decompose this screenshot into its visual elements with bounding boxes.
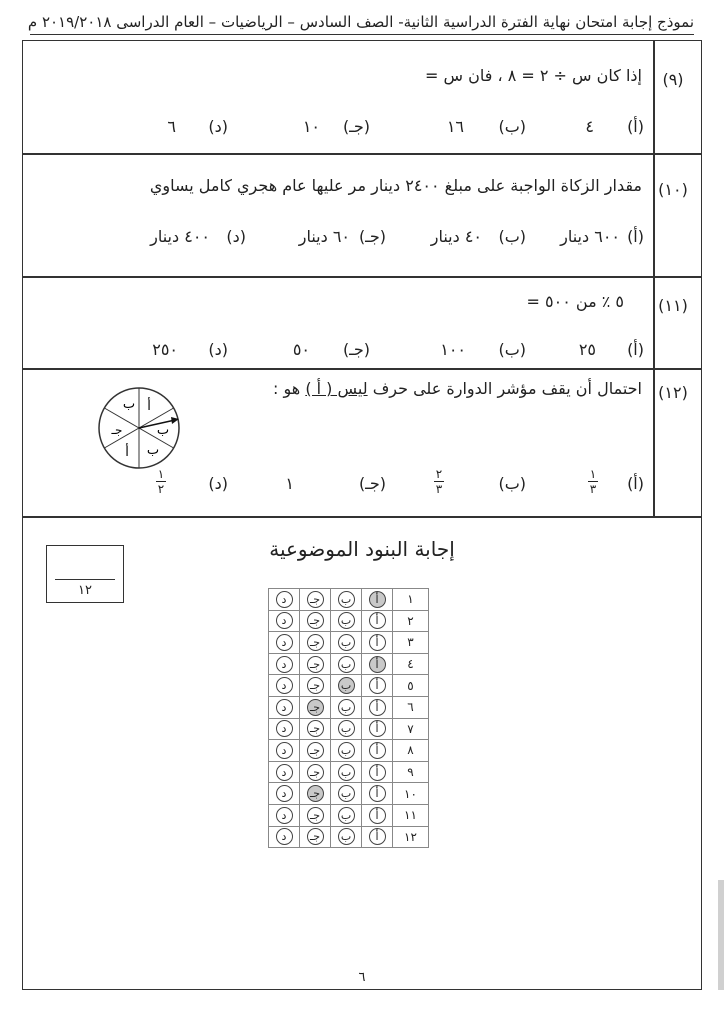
answer-row-number: ٩ [393,761,429,783]
answer-bubble: ب [338,720,355,737]
answer-cell [331,653,362,675]
answer-bubble: د [276,742,293,759]
answer-grid [268,588,429,848]
answer-bubble: أ [369,634,386,651]
answer-bubble: د [276,612,293,629]
q9-opt-c-value: ١٠ [302,117,320,136]
q12-opt-d-denominator: ٢ [157,482,165,496]
score-value: ١٢ [78,583,92,598]
answer-cell [300,610,331,632]
q11-opt-b-label: (ب) [498,340,526,359]
q11-opt-c-label: (جـ) [342,340,370,359]
answer-cell [269,718,300,740]
q12-text-underlined: ليس ( أ ) [305,379,368,398]
q9-number: (٩) [662,70,684,89]
answer-bubble: د [276,720,293,737]
answer-bubble: جـ [307,677,324,694]
answer-row-number: ١١ [393,804,429,826]
q10-opt-a-label: (أ) [627,227,644,246]
answer-cell [269,826,300,848]
answer-cell [300,718,331,740]
q12-text-before: احتمال أن يقف مؤشر الدوارة على حرف [372,379,642,398]
answer-bubble: جـ [307,764,324,781]
q12-opt-b-denominator: ٣ [435,482,443,496]
answer-cell [362,804,393,826]
answer-cell [331,826,362,848]
q12-opt-d-numerator: ١ [157,467,165,481]
q10-text: مقدار الزكاة الواجبة على مبلغ ٢٤٠٠ دينار مر عليها عام هجري كامل يساوي [149,176,642,195]
spinner-sector-label: ب [156,423,170,438]
answer-row [269,783,429,805]
answer-cell [331,675,362,697]
q12-opt-b-label: (ب) [498,474,526,493]
answer-bubble: ب [338,828,355,845]
q11-opt-c-value: ٥٠ [292,340,310,359]
answer-cell [269,610,300,632]
answer-bubble: جـ [307,591,324,608]
answer-cell [300,761,331,783]
q10-number: (١٠) [658,180,688,199]
answer-bubble: جـ [307,828,324,845]
answer-bubble: ب [338,699,355,716]
answer-cell [269,675,300,697]
q9-opt-a-label: (أ) [627,117,644,136]
q10-opt-a-value: ٦٠٠ دينار [560,227,620,246]
answer-row [269,610,429,632]
answer-cell [300,653,331,675]
answer-cell [362,589,393,611]
answer-cell [300,589,331,611]
answer-bubble: د [276,677,293,694]
answer-bubble: ب [338,612,355,629]
q10-opt-d-label: (د) [226,227,246,246]
answer-cell [269,653,300,675]
q12-opt-b-numerator: ٢ [435,467,443,481]
q10-opt-b-value: ٤٠ دينار [430,227,482,246]
answer-cell [269,740,300,762]
divider-q10 [22,276,702,278]
q10-opt-c-value: ٦٠ دينار [298,227,350,246]
q11-opt-b-value: ١٠٠ [440,340,466,359]
answer-row [269,718,429,740]
answer-bubble: أ [369,720,386,737]
spinner-sector-label: أ [147,399,151,414]
answer-bubble: جـ [307,807,324,824]
answer-bubble-filled: أ [369,656,386,673]
divider-q11 [22,368,702,370]
answer-bubble: ب [338,591,355,608]
answer-bubble: أ [369,699,386,716]
q9-opt-d-label: (د) [208,117,228,136]
answer-cell [269,589,300,611]
answer-bubble: د [276,699,293,716]
q9-opt-a-value: ٤ [585,117,594,136]
answer-row [269,653,429,675]
answer-row [269,589,429,611]
answer-bubble: أ [369,677,386,694]
q12-opt-a-value [588,468,598,495]
scan-edge [718,880,724,990]
page-header: نموذج إجابة امتحان نهاية الفترة الدراسية الثانية- الصف السادس – الرياضيات – العام الدراسى ٢٠١٩/٢٠١٨ م [30,13,694,35]
q12-text-after: هو : [273,379,301,398]
answer-key-title: إجابة البنود الموضوعية [269,537,455,561]
answer-bubble: د [276,591,293,608]
spinner-sector-label: جـ [111,423,123,437]
answer-cell [362,610,393,632]
answer-bubble: أ [369,764,386,781]
q11-number: (١١) [658,296,688,315]
spinner-diagram [95,384,183,472]
q12-opt-c-label: (جـ) [358,474,386,493]
answer-cell [331,696,362,718]
answer-row [269,696,429,718]
spinner-sector-label: ب [146,443,160,458]
q9-opt-b-value: ١٦ [446,117,464,136]
answer-cell [362,675,393,697]
answer-row-number: ١ [393,589,429,611]
score-box [46,545,124,603]
answer-cell [269,783,300,805]
answer-bubble: أ [369,612,386,629]
answer-bubble: ب [338,764,355,781]
answer-cell [269,632,300,654]
answer-cell [300,696,331,718]
answer-cell [269,804,300,826]
answer-cell [300,740,331,762]
answer-row [269,761,429,783]
q11-opt-a-value: ٢٥ [578,340,596,359]
divider-q9 [22,153,702,155]
answer-row-number: ٣ [393,632,429,654]
q9-opt-d-value: ٦ [167,117,176,136]
answer-cell [331,589,362,611]
answer-cell [362,696,393,718]
answer-cell [331,804,362,826]
answer-cell [300,804,331,826]
answer-bubble: د [276,785,293,802]
answer-row [269,740,429,762]
answer-bubble: ب [338,807,355,824]
q12-opt-a-denominator: ٣ [589,482,597,496]
q10-opt-b-label: (ب) [498,227,526,246]
answer-cell [331,783,362,805]
answer-cell [300,826,331,848]
q10-opt-d-value: ٤٠٠ دينار [150,227,210,246]
answer-bubble-filled: جـ [307,785,324,802]
answer-row-number: ٥ [393,675,429,697]
q9-opt-b-label: (ب) [498,117,526,136]
answer-bubble: د [276,764,293,781]
q9-opt-c-label: (جـ) [342,117,370,136]
divider-q12 [22,516,702,518]
answer-cell [362,740,393,762]
answer-bubble: د [276,807,293,824]
answer-bubble-filled: أ [369,591,386,608]
q11-opt-d-value: ٢٥٠ [152,340,178,359]
answer-cell [331,761,362,783]
answer-bubble: ب [338,742,355,759]
answer-cell [362,783,393,805]
answer-bubble: جـ [307,742,324,759]
answer-cell [269,761,300,783]
answer-row [269,675,429,697]
answer-cell [362,761,393,783]
answer-bubble: د [276,634,293,651]
q9-text: إذا كان س ÷ ٢ = ٨ ، فان س = [424,66,642,85]
answer-row-number: ٧ [393,718,429,740]
answer-row-number: ٨ [393,740,429,762]
answer-cell [362,632,393,654]
answer-bubble: أ [369,807,386,824]
answer-row-number: ١٠ [393,783,429,805]
answer-row-number: ٦ [393,696,429,718]
q12-text [273,379,642,398]
q11-opt-d-label: (د) [208,340,228,359]
answer-bubble: د [276,656,293,673]
answer-bubble: جـ [307,656,324,673]
answer-bubble: جـ [307,612,324,629]
q12-opt-b-value [434,468,444,495]
answer-cell [331,632,362,654]
answer-row [269,826,429,848]
answer-bubble: أ [369,742,386,759]
answer-cell [331,740,362,762]
answer-cell [331,610,362,632]
answer-bubble: جـ [307,720,324,737]
answer-row-number: ١٢ [393,826,429,848]
answer-bubble-filled: جـ [307,699,324,716]
answer-bubble: ب [338,656,355,673]
answer-cell [269,696,300,718]
q12-opt-a-numerator: ١ [589,467,597,481]
q12-number: (١٢) [658,383,688,402]
q12-opt-d-label: (د) [208,474,228,493]
answer-cell [331,718,362,740]
answer-row [269,632,429,654]
answer-cell [300,632,331,654]
number-column-divider [653,40,655,517]
q12-opt-a-label: (أ) [627,474,644,493]
answer-bubble: جـ [307,634,324,651]
answer-cell [300,675,331,697]
q12-opt-d-value [156,468,166,495]
answer-bubble: أ [369,828,386,845]
spinner-sector-label: أ [125,445,129,460]
answer-bubble: د [276,828,293,845]
answer-bubble: ب [338,634,355,651]
q12-opt-c-value: ١ [285,474,294,493]
answer-bubble-filled: ب [338,677,355,694]
answer-cell [300,783,331,805]
answer-row-number: ٢ [393,610,429,632]
answer-bubble: ب [338,785,355,802]
answer-cell [362,653,393,675]
answer-cell [362,826,393,848]
answer-cell [362,718,393,740]
answer-bubble: أ [369,785,386,802]
q11-opt-a-label: (أ) [627,340,644,359]
answer-row [269,804,429,826]
spinner-sector-label: ب [122,397,136,412]
q11-text: ٥ ٪ من ٥٠٠ = [526,292,624,311]
q10-opt-c-label: (جـ) [358,227,386,246]
page-number: ٦ [358,970,366,985]
answer-row-number: ٤ [393,653,429,675]
